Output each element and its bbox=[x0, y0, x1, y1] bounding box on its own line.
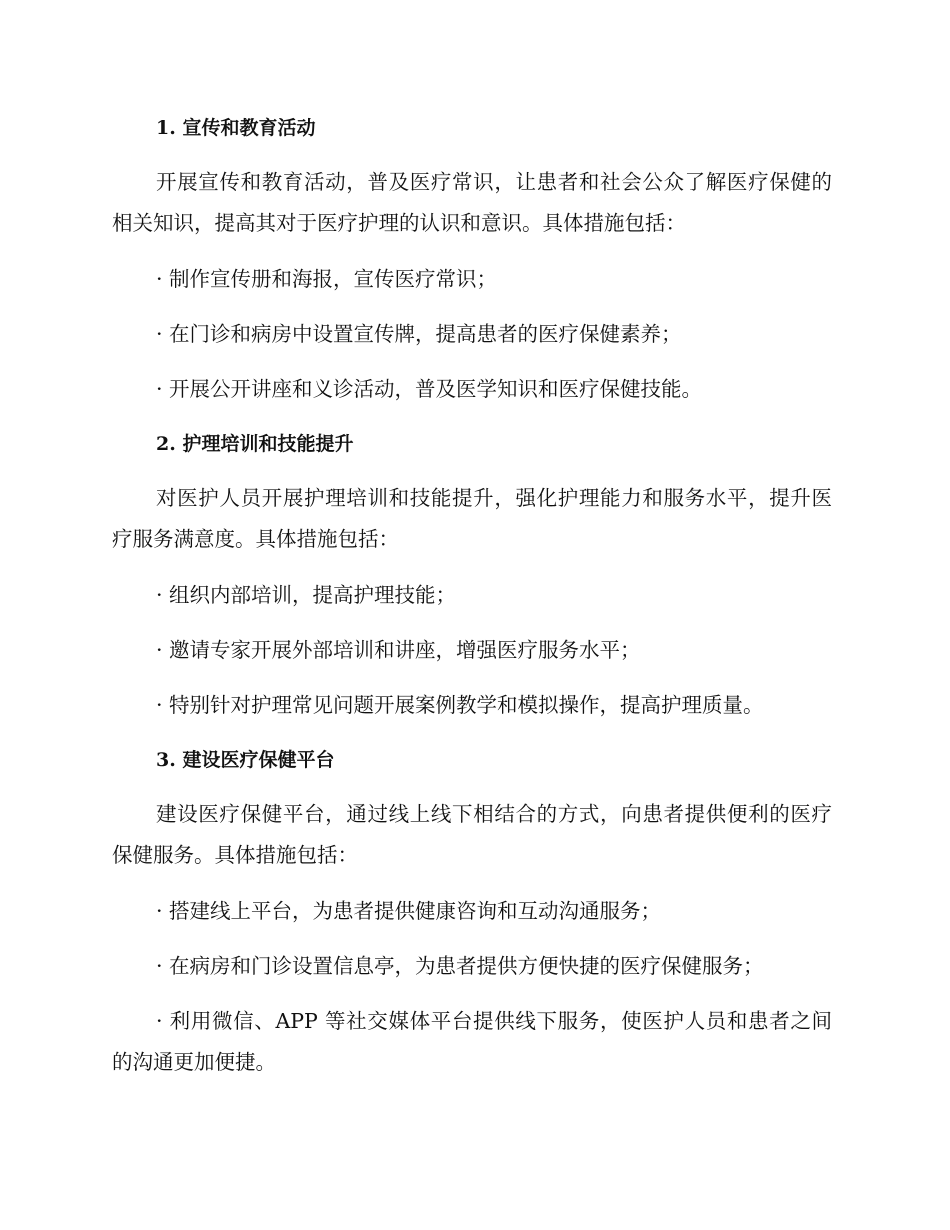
bullet-item: · 特别针对护理常见问题开展案例教学和模拟操作，提高护理质量。 bbox=[156, 693, 764, 717]
bullet-item: · 制作宣传册和海报，宣传医疗常识； bbox=[156, 267, 498, 291]
section-heading: 3. 建设医疗保健平台 bbox=[156, 749, 335, 771]
bullet-item: · 利用微信、APP 等社交媒体平台提供线下服务，使医护人员和患者之间的沟通更加便捷。 bbox=[112, 1009, 832, 1074]
section-heading: 2. 护理培训和技能提升 bbox=[156, 433, 354, 455]
section-paragraph: 对医护人员开展护理培训和技能提升，强化护理能力和服务水平，提升医疗服务满意度。具体措施包括： bbox=[112, 486, 832, 551]
bullet-item: · 在门诊和病房中设置宣传牌，提高患者的医疗保健素养； bbox=[156, 322, 682, 346]
bullet-item: · 开展公开讲座和义诊活动，普及医学知识和医疗保健技能。 bbox=[156, 377, 703, 401]
bullet-item: · 组织内部培训，提高护理技能； bbox=[156, 583, 457, 607]
bullet-item: · 邀请专家开展外部培训和讲座，增强医疗服务水平； bbox=[156, 638, 641, 662]
bullet-item: · 在病房和门诊设置信息亭，为患者提供方便快捷的医疗保健服务； bbox=[156, 954, 764, 978]
section-paragraph: 建设医疗保健平台，通过线上线下相结合的方式，向患者提供便利的医疗保健服务。具体措施包括： bbox=[112, 802, 832, 867]
section-paragraph: 开展宣传和教育活动，普及医疗常识，让患者和社会公众了解医疗保健的相关知识，提高其对于医疗护理的认识和意识。具体措施包括： bbox=[112, 170, 832, 235]
bullet-item: · 搭建线上平台，为患者提供健康咨询和互动沟通服务； bbox=[156, 899, 662, 923]
section-heading: 1. 宣传和教育活动 bbox=[156, 117, 316, 139]
